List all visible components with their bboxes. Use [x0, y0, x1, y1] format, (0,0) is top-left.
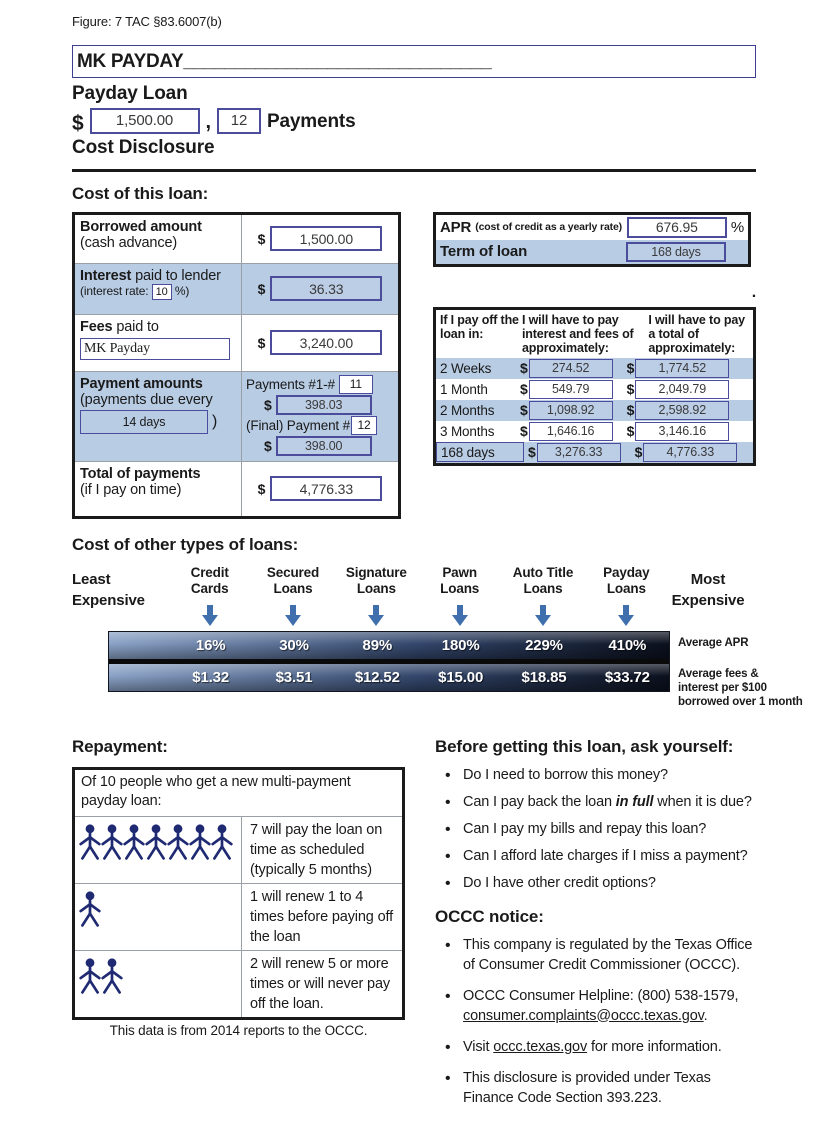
payoff-interest-group	[520, 401, 613, 420]
website-link[interactable]: occc.texas.gov	[493, 1038, 588, 1055]
product-title: Payday Loan	[72, 83, 188, 104]
person-icon	[167, 823, 189, 860]
bullet-item	[441, 873, 756, 893]
down-arrow-icon	[501, 605, 584, 626]
loan-type-label: Signature Loans	[345, 564, 407, 596]
repayment-text: 2 will renew 5 or more times or will never pay off the loan.	[250, 955, 390, 1012]
repayment-table-header: Of 10 people who get a new multi-payment payday loan:	[75, 770, 402, 817]
payoff-table-header	[436, 310, 753, 358]
most-expensive-label: Most Expensive	[671, 570, 745, 610]
payoff-col1-header: If I pay off the loan in:	[440, 312, 519, 341]
average-fees-label: Average fees & interest per $100 borrowed over 1 month	[678, 667, 803, 709]
final-payment-label: (Final) Payment #	[246, 417, 350, 433]
occc-notice-list	[441, 935, 756, 1108]
amount-row	[72, 108, 756, 134]
bullet-item	[441, 986, 756, 1026]
people-icons	[75, 951, 242, 1017]
repayment-row	[75, 950, 402, 1017]
table-row	[75, 215, 398, 263]
payoff-interest-field[interactable]: 549.79	[529, 380, 613, 399]
interest-rate-field[interactable]: 10	[152, 284, 172, 300]
average-apr-value: 180%	[441, 636, 480, 654]
repayment-row	[75, 817, 402, 883]
bullet-item	[441, 819, 756, 839]
loan-type-label: Credit Cards	[190, 564, 229, 596]
bullet-text: .	[703, 1007, 708, 1024]
dollar-sign: $	[626, 423, 635, 440]
payments-due-label: (payments due every	[80, 391, 213, 408]
dollar-sign: $	[257, 334, 266, 351]
apr-label: APR	[440, 218, 472, 236]
dollar-sign: $	[257, 280, 266, 297]
down-arrow-icon	[168, 605, 251, 626]
payoff-row	[436, 358, 753, 379]
average-apr-value: 89%	[362, 636, 393, 654]
payoff-interest-group	[520, 359, 613, 378]
repayment-text: 7 will pay the loan on time as scheduled (typically 5 months)	[250, 821, 383, 878]
lender-name-text: MK PAYDAY______________________________	[77, 50, 492, 72]
term-row	[436, 240, 748, 264]
payoff-interest-group	[520, 380, 613, 399]
average-apr-value: 229%	[525, 636, 563, 654]
bullet-text: Visit	[463, 1038, 494, 1055]
payoff-total-group	[627, 422, 730, 441]
down-arrow-icon	[418, 605, 501, 626]
dollar-sign: $	[520, 360, 528, 377]
bullet-text: when it is due?	[653, 793, 752, 810]
dollar-sign: $	[528, 444, 536, 461]
loan-cost-table	[72, 212, 401, 519]
dollar-sign: $	[520, 423, 528, 440]
average-fee-value: $3.51	[275, 668, 313, 686]
person-icon	[101, 823, 123, 860]
fees-label: Fees paid to	[80, 318, 159, 335]
loan-type-label: Auto Title Loans	[512, 564, 574, 596]
payoff-period: 168 days	[436, 442, 524, 462]
cash-advance-label: (cash advance)	[80, 234, 178, 251]
loan-type-label: Pawn Loans	[440, 564, 480, 596]
payoff-period: 3 Months	[440, 423, 495, 439]
payoff-row	[436, 379, 753, 400]
close-paren: )	[212, 412, 218, 430]
bullet-text: OCCC Consumer Helpline: (800) 538-1579,	[463, 987, 739, 1004]
bullet-item	[441, 935, 756, 975]
fees-payee-field[interactable]: MK Payday	[80, 338, 230, 360]
average-fee-value: $33.72	[604, 668, 650, 686]
apr-sublabel: (cost of credit as a yearly rate)	[475, 221, 623, 233]
section-divider	[72, 169, 756, 172]
payment-frequency-field[interactable]: 14 days	[80, 410, 208, 434]
apr-value-field[interactable]: 676.95	[627, 217, 727, 238]
dollar-sign: $	[626, 360, 635, 377]
average-fee-value: $15.00	[438, 668, 484, 686]
person-icon	[79, 823, 101, 860]
pointer-arrows	[168, 605, 668, 626]
bullet-text: Can I pay back the loan	[463, 793, 616, 810]
payments-count-field[interactable]: 12	[217, 108, 261, 134]
bullet-text: Can I pay my bills and repay this loan?	[463, 820, 707, 837]
payments-label: Payments	[266, 111, 356, 132]
bullet-text: Do I need to borrow this money?	[463, 766, 668, 783]
payoff-total-group	[627, 380, 730, 399]
final-payment-amount-field[interactable]: 398.00	[276, 436, 372, 456]
payoff-row	[436, 442, 753, 463]
dollar-sign: $	[257, 480, 266, 497]
payment-amount-field[interactable]: 398.03	[276, 395, 372, 415]
dollar-sign: $	[264, 396, 272, 413]
repayment-heading: Repayment:	[72, 736, 168, 756]
interest-label: Interest paid to lender	[80, 267, 221, 284]
data-source-caption: This data is from 2014 reports to the OCCC.	[109, 1022, 368, 1038]
dollar-sign: $	[257, 230, 266, 247]
payoff-table	[433, 307, 756, 466]
payoff-total-field[interactable]: 4,776.33	[643, 443, 737, 462]
stray-period: .	[751, 283, 756, 301]
average-apr-value: 410%	[608, 636, 647, 654]
repayment-row	[75, 883, 402, 950]
dollar-sign: $	[72, 111, 84, 135]
payoff-period: 1 Month	[440, 381, 488, 397]
payoff-total-field[interactable]: 2,049.79	[635, 380, 729, 399]
apr-bar	[109, 632, 669, 659]
people-icons	[75, 817, 242, 883]
bullet-text: This company is regulated by the Texas Office of Consumer Credit Commissioner (OCCC).	[463, 936, 753, 973]
dollar-sign: $	[626, 381, 635, 398]
term-value-field[interactable]: 168 days	[626, 242, 726, 262]
payoff-interest-field[interactable]: 1,646.16	[529, 422, 613, 441]
loan-type-labels	[168, 565, 668, 597]
total-payments-field[interactable]: 4,776.33	[270, 476, 382, 501]
payoff-total-field[interactable]: 3,146.16	[635, 422, 729, 441]
payoff-interest-field[interactable]: 3,276.33	[537, 443, 621, 462]
loan-comparison-chart	[72, 564, 803, 723]
average-apr-label: Average APR	[678, 636, 749, 649]
payoff-total-group	[627, 359, 730, 378]
average-fee-value: $1.32	[192, 668, 230, 686]
gradient-bars	[108, 631, 670, 692]
payoff-row	[436, 400, 753, 421]
payoff-total-field[interactable]: 1,774.52	[635, 359, 729, 378]
bullet-text: Can I afford late charges if I miss a payment?	[463, 847, 748, 864]
person-icon	[123, 823, 145, 860]
payments-range-end-field[interactable]: 11	[339, 375, 373, 394]
payments-range-label: Payments #1-#	[246, 376, 335, 392]
bullet-item	[441, 1068, 756, 1108]
apr-row	[436, 215, 748, 240]
dollar-sign: $	[264, 437, 272, 454]
average-fee-value: $18.85	[521, 668, 567, 686]
least-expensive-label: Least Expensive	[72, 570, 145, 610]
down-arrow-icon	[251, 605, 334, 626]
down-arrow-icon	[335, 605, 418, 626]
table-row	[75, 461, 398, 516]
fees-bar	[109, 664, 669, 691]
table-row	[75, 263, 398, 314]
bullet-item	[441, 765, 756, 785]
cost-of-loan-heading: Cost of this loan:	[72, 183, 209, 203]
bullet-text: This disclosure is provided under Texas Finance Code Section 393.223.	[463, 1069, 711, 1106]
person-icon	[79, 890, 101, 927]
payoff-interest-group	[528, 443, 621, 462]
ask-yourself-heading: Before getting this loan, ask yourself:	[435, 736, 734, 756]
repayment-table	[72, 767, 405, 1020]
dollar-sign: $	[626, 402, 635, 419]
figure-reference: Figure: 7 TAC §83.6007(b)	[72, 14, 222, 29]
payoff-row	[436, 421, 753, 442]
fees-amount-field[interactable]: 3,240.00	[270, 330, 382, 355]
subtitle: Cost Disclosure	[72, 136, 215, 158]
interest-rate-line: (interest rate: 10 %)	[80, 283, 190, 298]
apr-table	[433, 212, 751, 267]
person-icon	[101, 957, 123, 994]
final-payment-number-field[interactable]: 12	[351, 416, 377, 435]
average-fee-value: $12.52	[354, 668, 400, 686]
interest-amount-field[interactable]: 36.33	[270, 276, 382, 301]
people-icons	[75, 884, 242, 950]
payment-amounts-label: Payment amounts	[80, 375, 203, 392]
on-time-label: (if I pay on time)	[80, 481, 182, 498]
average-apr-value: 30%	[279, 636, 309, 654]
other-loans-heading: Cost of other types of loans:	[72, 534, 299, 554]
bullet-text: in full	[615, 793, 654, 810]
lender-name-field[interactable]	[72, 45, 756, 78]
payoff-col2-header: I will have to pay interest and fees of approximately:	[521, 312, 634, 356]
borrowed-amount-field[interactable]: 1,500.00	[270, 226, 382, 251]
table-row	[75, 314, 398, 371]
payoff-interest-field[interactable]: 274.52	[529, 359, 613, 378]
term-label: Term of loan	[440, 243, 528, 260]
dollar-sign: $	[634, 444, 643, 461]
bullet-item	[441, 846, 756, 866]
payoff-period: 2 Weeks	[440, 360, 492, 376]
repayment-text: 1 will renew 1 to 4 times before paying off the loan	[250, 888, 393, 945]
person-icon	[189, 823, 211, 860]
comma-separator: ,	[205, 110, 211, 133]
borrowed-amount-label: Borrowed amount	[80, 218, 202, 235]
loan-type-label: Secured Loans	[266, 564, 320, 596]
percent-sign: %	[730, 218, 744, 236]
total-payments-label: Total of payments	[80, 465, 201, 482]
payoff-period: 2 Months	[440, 402, 495, 418]
person-icon	[79, 957, 101, 994]
payoff-col3-header: I will have to pay a total of approximately:	[648, 312, 745, 356]
ask-yourself-list	[441, 765, 756, 893]
payoff-total-field[interactable]: 2,598.92	[635, 401, 729, 420]
payoff-interest-group	[520, 422, 613, 441]
dollar-sign: $	[520, 402, 528, 419]
bullet-text: for more information.	[587, 1038, 722, 1055]
email-link[interactable]: consumer.complaints@occc.texas.gov	[463, 1007, 704, 1024]
person-icon	[211, 823, 233, 860]
bullet-item	[441, 1037, 756, 1057]
bullet-text: Do I have other credit options?	[463, 874, 656, 891]
payoff-interest-field[interactable]: 1,098.92	[529, 401, 613, 420]
occc-notice-heading: OCCC notice:	[435, 906, 544, 926]
loan-type-label: Payday Loans	[603, 564, 650, 596]
down-arrow-icon	[585, 605, 668, 626]
average-apr-value: 16%	[195, 636, 226, 654]
person-icon	[145, 823, 167, 860]
loan-amount-field[interactable]: 1,500.00	[90, 108, 200, 134]
table-row	[75, 371, 398, 461]
bullet-item	[441, 792, 756, 812]
payoff-total-group	[627, 401, 730, 420]
dollar-sign: $	[520, 381, 528, 398]
payoff-total-group	[635, 443, 738, 462]
